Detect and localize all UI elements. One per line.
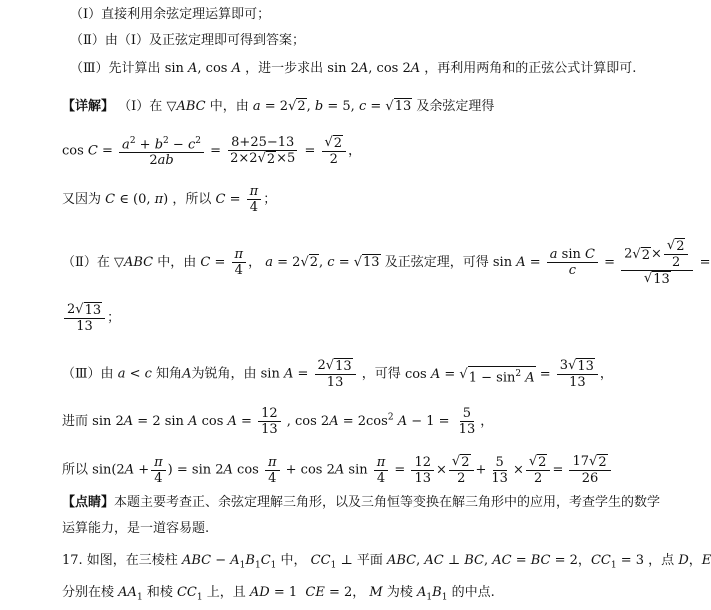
cos-c-formula: cos C = $\frac{a^2 + b^2 - c^2}{2ab}$ = 8+25−13 2×2 √ 2 ×5 = √ 2 2 ，: [62, 135, 362, 169]
comment: 【点睛】本题主要考查正、余弦定理解三角形，以及三角恒等变换在解三角形中的应用，考查学生的数学: [62, 495, 661, 510]
sin-a-result: 2 √ 13 13 ；: [62, 302, 120, 334]
step-1: （Ⅰ）直接利用余弦定理运算即可；: [70, 7, 271, 22]
double-angle: 进而 sin 2A = 2 sin A cos A = $\frac{12}{13}$ , $\cos 2A = 2\cos^2$ A − 1 = $\frac{5}{13}$ ，: [62, 406, 494, 437]
step-3: （Ⅲ）先计算出 sin A, cos A ，进一步求出 sin 2A, cos 2A ，再利用两角和的正弦公式计算即可.: [70, 61, 637, 76]
comment-2: 运算能力，是一道容易题.: [62, 521, 210, 536]
angle-c: 又因为 C ∈ (0, π) ，所以 C = $\frac{\pi}{4}$ ；: [62, 184, 277, 215]
problem-17: 17. 如图，在三棱柱 ABC − $A_1B_1C_1$ 中， $CC_1$ ⊥ 平面 ABC, AC ⊥ BC, AC = BC = 2，$CC_1 = 3$ ，点 D，E: [62, 553, 711, 571]
problem-17-2: 分别在棱 $AA_1$ 和棱 $CC_1$ 上，且 AD = 1 CE = 2， M 为棱 $A_1B_1$ 的中点.: [62, 585, 495, 603]
final-sum: 所以 sin(2A + $\frac{\pi}{4}$ ) = sin 2A cos $\frac{\pi}{4}$ + cos 2A sin $\frac{\pi}{4}$ = $\frac{12}{13}$ × √ 2 2 + $\frac{5}{13}$ × √ 2 2 = 17 √ 2 26: [62, 454, 613, 486]
detail-p2: （Ⅱ）在 ▽ABC 中，由 C = $\frac{\pi}{4}$ ， a = 2 √ 2 , c = √ 13 及正弦定理，可得 sin A = $\frac{\text{a sin C}}{c}$ = 2 √ 2 × √ 2 2 √ 13 =: [62, 238, 711, 287]
step-2: （Ⅱ）由（Ⅰ）及正弦定理即可得到答案；: [70, 33, 305, 48]
detail-p3: （Ⅲ）由 a < c 知角A为锐角，由 sin A = 2 √ 13 13 ，可得 cos A = √ $1 - \sin^2 A$ = 3 √ 13 13 ，: [62, 358, 613, 390]
detail-p1: 【详解】 （Ⅰ）在 ▽ABC 中，由 a = 2 √ 2 , b = 5, c = √ 13 及余弦定理得: [62, 99, 495, 114]
